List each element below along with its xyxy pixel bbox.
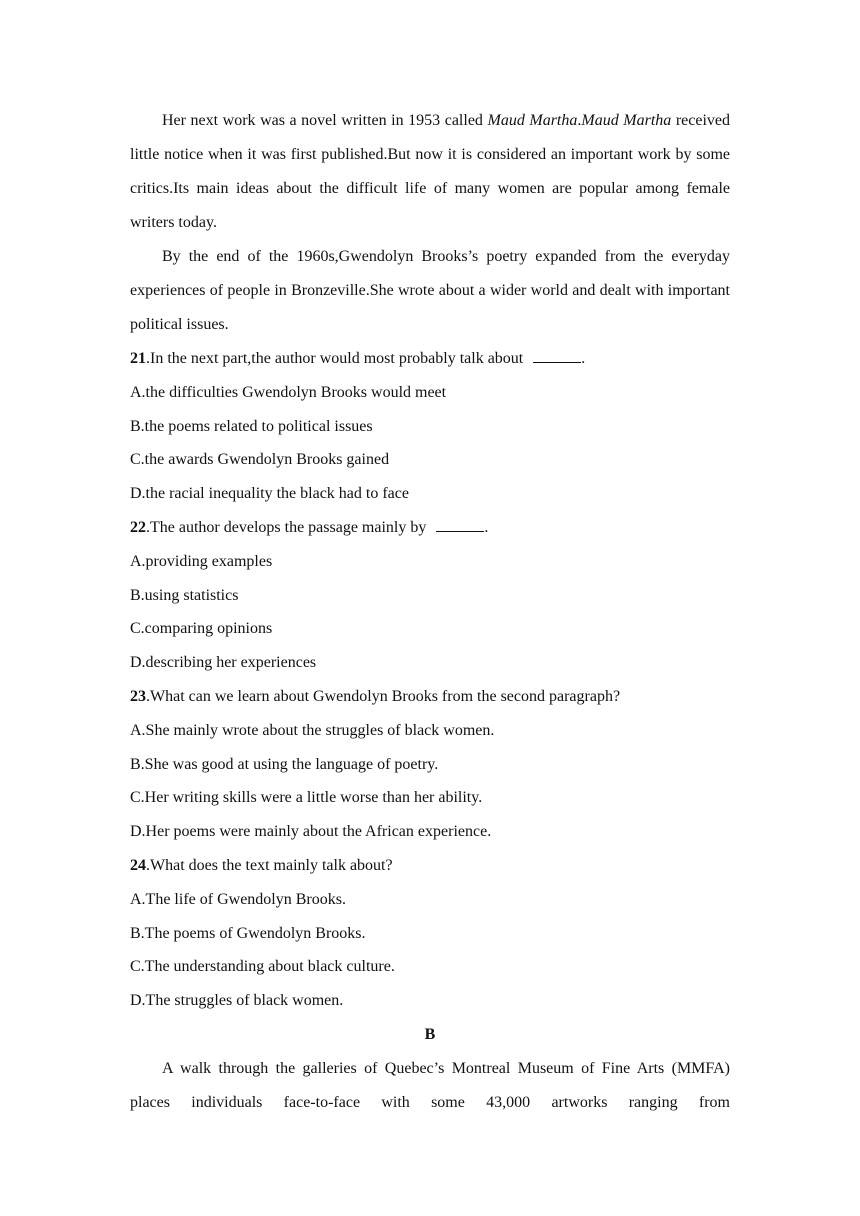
paragraph-text: received little notice when it was first published.But now it is considered an important work by some critics.Its main ideas about the difficult life of many women are popular among female writers today.: [130, 112, 731, 231]
question-stem: [130, 849, 730, 883]
question-number: 24: [130, 856, 146, 874]
option-b: B.the poems related to political issues: [130, 417, 373, 435]
option-c: C.Her writing skills were a little worse than her ability.: [130, 789, 483, 807]
option-c: C.comparing opinions: [130, 620, 273, 638]
option-d: D.Her poems were mainly about the African experience.: [130, 823, 492, 841]
option-c: C.The understanding about black culture.: [130, 958, 395, 976]
question-text: .What can we learn about Gwendolyn Brooks from the second paragraph?: [146, 687, 621, 705]
question-24: [130, 849, 730, 1018]
question-text: .The author develops the passage mainly by: [146, 518, 431, 536]
question-text: .What does the text mainly talk about?: [146, 856, 393, 874]
question-stem: [130, 511, 730, 545]
book-title: Maud Martha: [487, 112, 578, 129]
question-stem: [130, 342, 730, 376]
section-heading: B: [424, 1025, 436, 1043]
book-title: Maud Martha: [581, 112, 672, 129]
question-21: [130, 342, 730, 511]
question-number: 23: [130, 687, 146, 705]
option-a: A.The life of Gwendolyn Brooks.: [130, 890, 346, 908]
option-a: A.providing examples: [130, 552, 273, 570]
option-c: C.the awards Gwendolyn Brooks gained: [130, 451, 390, 469]
passage-paragraph-1: [130, 104, 730, 240]
question-number: 21: [130, 350, 146, 367]
question-end: .: [581, 350, 586, 367]
question-23: [130, 680, 730, 849]
passage-paragraph-2: By the end of the 1960s,Gwendolyn Brooks’s poetry expanded from the everyday experiences of people in Bronzeville.She wrote about a wider world and dealt with important political issues.: [130, 248, 730, 333]
paragraph-text: .: [577, 112, 582, 129]
question-text: .In the next part,the author would most probably talk about: [146, 350, 528, 367]
option-b: B.She was good at using the language of poetry.: [130, 755, 439, 773]
option-b: B.The poems of Gwendolyn Brooks.: [130, 924, 366, 942]
section-b-paragraph-1: A walk through the galleries of Quebec’s Montreal Museum of Fine Arts (MMFA) places individuals face-to-face with some 43,000 artworks ranging from: [130, 1059, 730, 1111]
option-a: A.the difficulties Gwendolyn Brooks would meet: [130, 383, 447, 401]
question-number: 22: [130, 518, 146, 536]
question-end: .: [484, 518, 489, 536]
document-page: [130, 104, 730, 1120]
option-b: B.using statistics: [130, 586, 239, 604]
option-d: D.The struggles of black women.: [130, 992, 344, 1010]
option-d: D.the racial inequality the black had to face: [130, 485, 409, 503]
option-d: D.describing her experiences: [130, 654, 317, 672]
answer-blank: [533, 348, 581, 363]
answer-blank: [436, 517, 484, 532]
paragraph-text: Her next work was a novel written in 1953 called: [162, 112, 488, 129]
question-stem: [130, 680, 730, 714]
option-a: A.She mainly wrote about the struggles of black women.: [130, 721, 495, 739]
question-22: [130, 511, 730, 680]
